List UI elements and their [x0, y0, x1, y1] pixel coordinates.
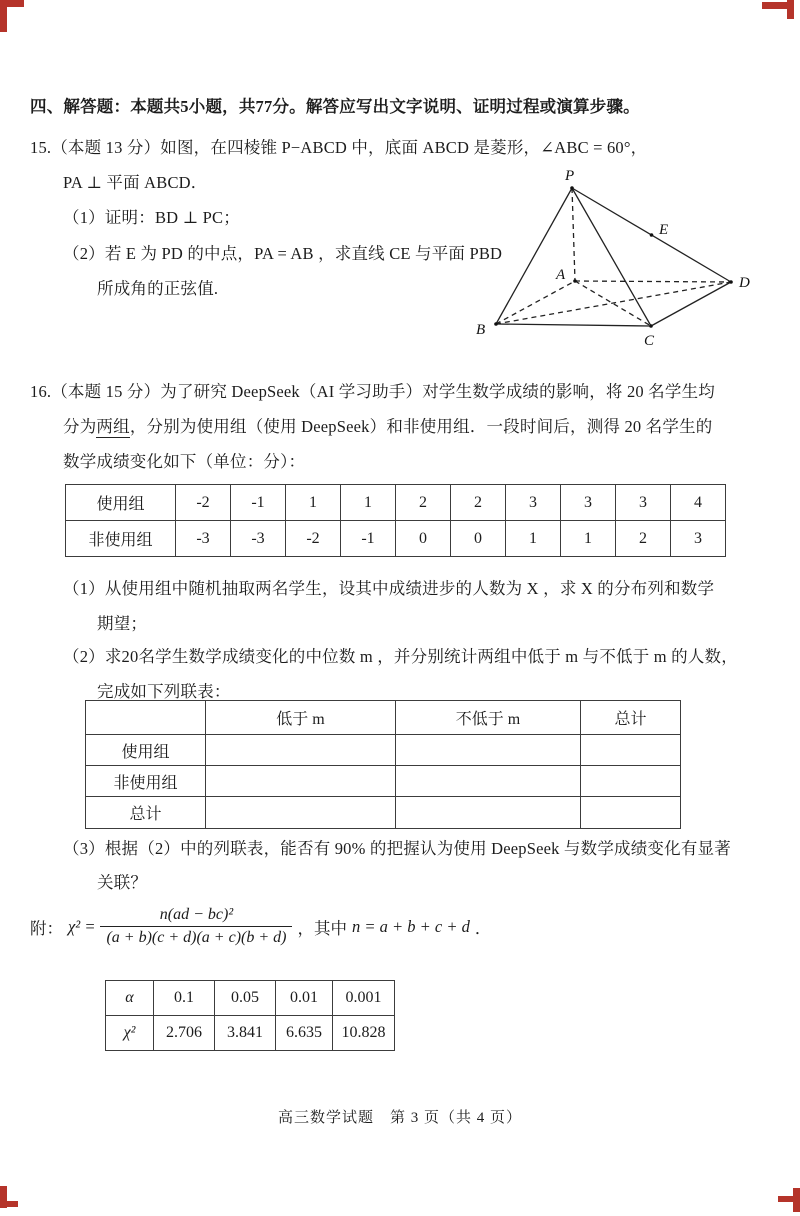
formula-prefix: 附：: [30, 918, 63, 938]
contingency-col-header: 不低于 m: [396, 701, 581, 735]
critical-cell: 0.01: [276, 981, 333, 1016]
score-cell: 3: [616, 485, 671, 521]
contingency-empty-cell: [396, 766, 581, 797]
contingency-empty-cell: [581, 766, 681, 797]
vertex-P-dot: [570, 186, 574, 190]
vertex-label-A: A: [556, 267, 566, 283]
edge-PC: [572, 188, 651, 326]
vertex-B-dot: [494, 322, 498, 326]
critical-values-table: [105, 980, 395, 1051]
formula-rhs: n = a + b + c + d: [351, 916, 470, 936]
critical-cell: 3.841: [215, 1016, 276, 1051]
critical-cell: 0.001: [333, 981, 395, 1016]
vertex-D-dot: [729, 280, 733, 284]
registration-mark-bottom-left-bar: [0, 1201, 18, 1207]
contingency-table: [85, 700, 681, 829]
score-cell: -2: [286, 521, 341, 557]
p16-line2-seg1: 分为: [63, 417, 97, 436]
problem-16-intro-line2: [63, 416, 712, 438]
score-row-label: 非使用组: [66, 521, 176, 557]
formula-lhs: χ² =: [68, 916, 96, 936]
score-cell: 2: [451, 485, 506, 521]
contingency-empty-cell: [206, 735, 396, 766]
contingency-col-header: 总计: [581, 701, 681, 735]
contingency-col-header: 低于 m: [206, 701, 396, 735]
vertex-E-dot: [650, 233, 654, 237]
score-cell: 2: [616, 521, 671, 557]
formula-fraction: [100, 906, 292, 947]
vertex-label-D: D: [739, 275, 750, 291]
edge-PA: [572, 188, 575, 281]
p16-line2-underlined-seg: 两组: [96, 417, 130, 436]
problem-16-part-2-line1: （2）求20名学生数学成绩变化的中位数 m ，并分别统计两组中低于 m 与不低于 m 的人数，: [63, 647, 738, 666]
critical-cell: 6.635: [276, 1016, 333, 1051]
problem-16-part-1-line1: （1）从使用组中随机抽取两名学生，设其中成绩进步的人数为 X ，求 X 的分布列和数学: [63, 579, 715, 598]
contingency-row-unused: [86, 766, 681, 797]
problem-15-part-2-line2: 所成角的正弦值.: [97, 279, 219, 298]
score-cell: 3: [561, 485, 616, 521]
edge-AD: [575, 281, 731, 282]
formula-denominator: (a + b)(c + d)(a + c)(b + d): [100, 926, 292, 947]
contingency-empty-cell: [206, 797, 396, 829]
contingency-empty-cell: [206, 766, 396, 797]
formula-end: ．: [474, 918, 492, 938]
problem-15-part-1: （1）证明：BD ⊥ PC；: [63, 208, 240, 227]
score-cell: 0: [451, 521, 506, 557]
critical-cell: 2.706: [154, 1016, 215, 1051]
problem-16-part-3-line1: （3）根据（2）中的列联表，能否有 90% 的把握认为使用 DeepSeek 与数学成绩变化有显著: [63, 839, 731, 858]
contingency-header-row: [86, 701, 681, 735]
problem-15-intro-line2: PA ⊥ 平面 ABCD．: [63, 173, 208, 192]
contingency-row-total: [86, 797, 681, 829]
vertex-label-P: P: [565, 168, 575, 184]
critical-row-label: α: [106, 981, 154, 1016]
contingency-row-label: 使用组: [86, 735, 206, 766]
problem-15-part-2-line1: （2）若 E 为 PD 的中点，PA = AB ，求直线 CE 与平面 PBD: [63, 244, 503, 263]
score-row-label: 使用组: [66, 485, 176, 521]
score-table: [65, 484, 726, 557]
score-cell: -3: [231, 521, 286, 557]
chi-square-formula: [30, 906, 491, 947]
registration-mark-bottom-right: [793, 1188, 800, 1212]
vertex-label-B: B: [476, 322, 486, 338]
problem-16-part-1-line2: 期望；: [97, 614, 148, 633]
contingency-empty-cell: [581, 735, 681, 766]
critical-cell: 0.05: [215, 981, 276, 1016]
score-cell: 2: [396, 485, 451, 521]
score-table-row-unused: [66, 521, 726, 557]
section-4-header: 四、解答题：本题共5小题，共77分。解答应写出文字说明、证明过程或演算步骤。: [30, 97, 640, 116]
vertex-C-dot: [649, 324, 653, 328]
critical-row-alpha: [106, 981, 395, 1016]
registration-mark-top-right: [787, 0, 794, 19]
score-table-row-used: [66, 485, 726, 521]
formula-numerator: n(ad − bc)²: [159, 906, 234, 923]
contingency-row-label: 总计: [86, 797, 206, 829]
score-cell: 1: [286, 485, 341, 521]
score-cell: 1: [561, 521, 616, 557]
registration-mark-top-left-bar: [0, 0, 24, 7]
contingency-row-used: [86, 735, 681, 766]
problem-15-intro-line1: 15.（本题 13 分）如图，在四棱锥 P−ABCD 中，底面 ABCD 是菱形，∠ABC = 60°，: [30, 138, 648, 157]
vertex-label-C: C: [644, 333, 655, 349]
problem-16-part-2-line2: 完成如下列联表：: [97, 682, 231, 701]
vertex-A-dot: [573, 279, 577, 283]
score-cell: 1: [506, 521, 561, 557]
score-cell: -1: [341, 521, 396, 557]
contingency-corner-cell: [86, 701, 206, 735]
score-cell: 1: [341, 485, 396, 521]
problem-16-part-3-line2: 关联？: [97, 873, 148, 892]
score-cell: 0: [396, 521, 451, 557]
score-cell: -1: [231, 485, 286, 521]
problem-16-intro-line1: 16.（本题 15 分）为了研究 DeepSeek（AI 学习助手）对学生数学成绩的影响，将 20 名学生均: [30, 382, 715, 401]
problem-16-intro-line3: 数学成绩变化如下（单位：分）：: [63, 452, 306, 471]
score-cell: 3: [506, 485, 561, 521]
edge-BC: [496, 324, 651, 326]
contingency-empty-cell: [581, 797, 681, 829]
p16-line2-seg3: ，分别为使用组（使用 DeepSeek）和非使用组．一段时间后，测得 20 名学生的: [129, 417, 713, 436]
formula-mid: ，其中: [297, 918, 347, 938]
pyramid-figure: [428, 162, 788, 357]
page-footer: 高三数学试题 第 3 页（共 4 页）: [277, 1110, 522, 1126]
contingency-empty-cell: [396, 797, 581, 829]
critical-row-chi: [106, 1016, 395, 1051]
contingency-empty-cell: [396, 735, 581, 766]
score-cell: -2: [176, 485, 231, 521]
critical-cell: 10.828: [333, 1016, 395, 1051]
critical-cell: 0.1: [154, 981, 215, 1016]
critical-row-label: χ²: [106, 1016, 154, 1051]
contingency-row-label: 非使用组: [86, 766, 206, 797]
score-cell: 4: [671, 485, 726, 521]
score-cell: 3: [671, 521, 726, 557]
vertex-label-E: E: [659, 222, 669, 238]
score-cell: -3: [176, 521, 231, 557]
diagonal-BD: [496, 282, 731, 324]
edge-PB: [496, 188, 572, 324]
